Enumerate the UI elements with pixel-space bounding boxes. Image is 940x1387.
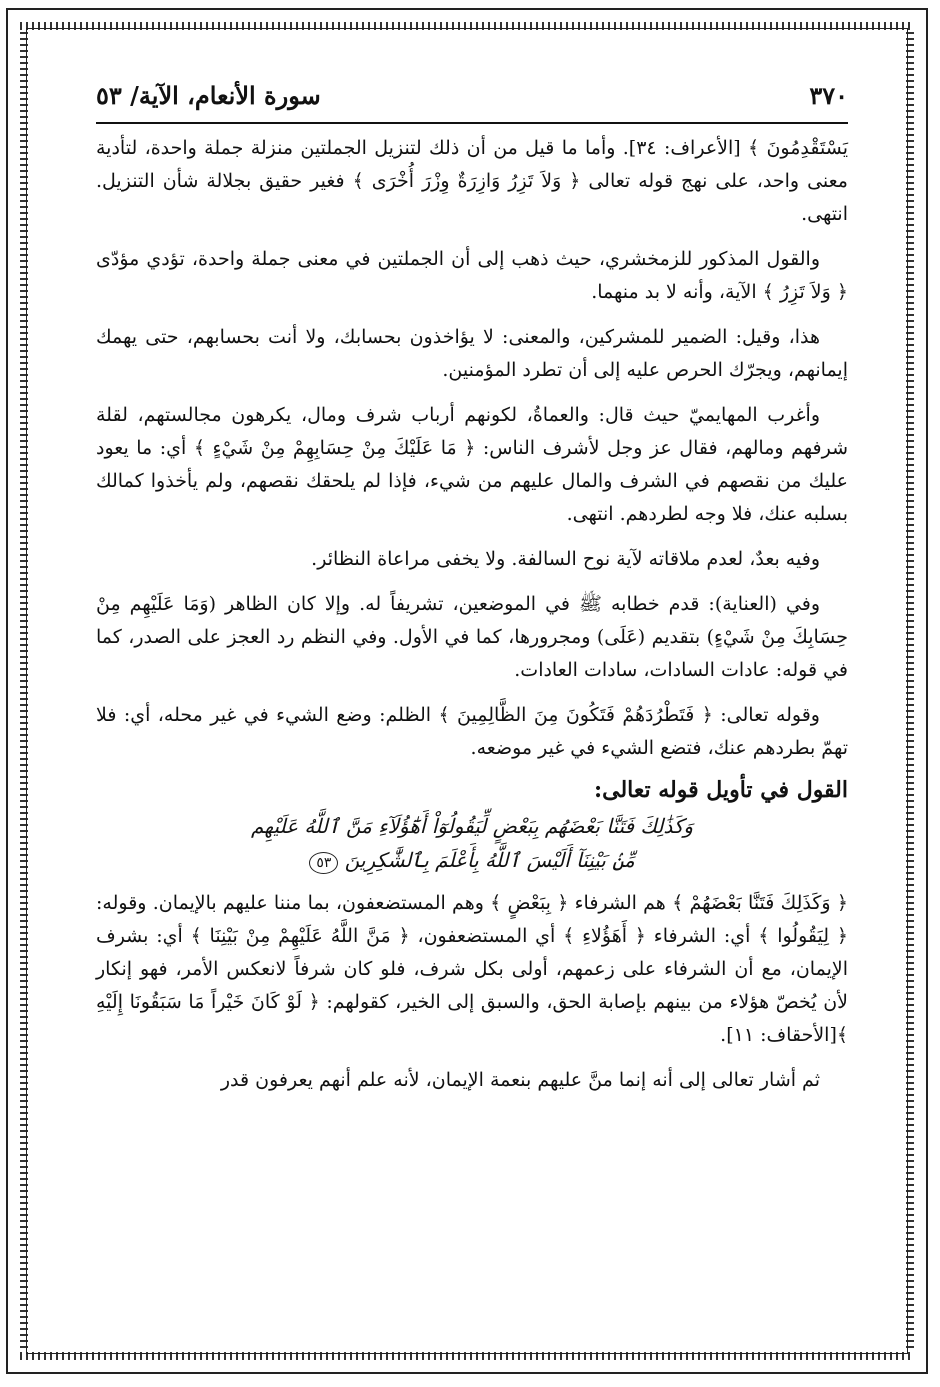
paragraph-8: ﴿ وَكَذَلِكَ فَتَنَّا بَعْضَهُمْ ﴾ هم الشرفاء ﴿ بِبَعْضٍ ﴾ وهم المستضعفون، بما مننا عليهم بالإيمان. وقوله: ﴿ لِيَقُولُوا ﴾ أي: الشرفاء ﴿ أَهَؤُلاءِ ﴾ أي المستضعفون، ﴿ مَنَّ اللَّهُ عَلَيْهِمْ مِنْ بَيْنِنَا ﴾ أي: بشرف الإيمان، مع أن الشرفاء على زعمهم، أولى بكل شرف، فلو كان شرفاً لانعكس الأمر، فهو إنكار لأن يُخصّ هؤلاء من بينهم بإصابة الحق، والسبق إلى الخير، كقولهم: ﴿ لَوْ كَانَ خَيْراً مَا سَبَقُونَا إِلَيْهِ ﴾[الأحقاف: ١١]. xyxy=(96,892,848,1046)
paragraph-4: وأغرب المهايميّ حيث قال: والعماةُ، لكونهم أرباب شرف ومال، يكرهون مجالستهم، لقلة شرفهم ومالهم، فقال عز وجل لأشرف الناس: ﴿ مَا عَلَيْكَ مِنْ حِسَابِهِمْ مِنْ شَيْءٍ ﴾ أي: ما يعود عليك من نقصهم في الشرف والمال عليهم من شيء، فإذا لم يلحقك نقصهم، ولم يأخذوا كمالك بسلبه عنك، فلا وجه لطردهم. انتهى. xyxy=(96,404,848,525)
section-heading: القول في تأويل قوله تعالى: xyxy=(594,777,848,803)
book-page xyxy=(96,72,848,1109)
paragraph-6: وفي (العناية): قدم خطابه ﷺ في الموضعين، تشريفاً له. وإلا كان الظاهر (وَمَا عَلَيْهِم مِنْ حِسَابِكَ مِنْ شَيْءٍ) بتقديم (عَلَى) ومجرورها، كما في الأول. وفي النظم رد العجز على الصدر، كما في قوله: عادات السادات، سادات العادات. xyxy=(96,593,848,681)
paragraph-7: وقوله تعالى: ﴿ فَتَطْرُدَهُمْ فَتَكُونَ مِنَ الظَّالِمِينَ ﴾ الظلم: وضع الشيء في غير محله، أي: فلا تهمّ بطردهم عنك، فتضع الشيء في غير موضعه. xyxy=(96,704,848,759)
ayah-number-marker: ٥٣ xyxy=(309,852,338,874)
paragraph-5: وفيه بعدٌ، لعدم ملاقاته لآية نوح السالفة. ولا يخفى مراعاة النظائر. xyxy=(311,548,820,570)
paragraph-3: هذا، وقيل: الضمير للمشركين، والمعنى: لا يؤاخذون بحسابك، ولا أنت بحسابهم، حتى يهمك إيمانهم، ويجرّك الحرص عليه إلى أن تطرد المؤمنين. xyxy=(96,326,848,381)
paragraph-2: والقول المذكور للزمخشري، حيث ذهب إلى أن الجملتين في معنى جملة واحدة، تؤدي مؤدّى ﴿ وَلاَ تَزِرُ ﴾ الآية، وأنه لا بد منهما. xyxy=(96,248,848,303)
paragraph-1: يَسْتَقْدِمُونَ ﴾ [الأعراف: ٣٤]. وأما ما قيل من أن ذلك لتنزيل الجملتين منزلة جملة واحدة، لتأدية معنى واحد، على نهج قوله تعالى ﴿ وَلاَ تَزِرُ وَازِرَةٌ وِزْرَ أُخْرَى ﴾ فغير حقيق بجلالة شأن التنزيل. انتهى. xyxy=(96,137,848,225)
verse-line-2-wrap xyxy=(96,843,848,877)
page-number: ٣٧٠ xyxy=(809,80,848,110)
page-header xyxy=(96,72,848,118)
header-rule xyxy=(96,122,848,124)
quran-verse xyxy=(96,809,848,877)
verse-line-1: وَكَذَٰلِكَ فَتَنَّا بَعْضَهُم بِبَعْضٍ لِّيَقُولُوٓاْ أَهَٰٓؤُلَآءِ مَنَّ ٱللَّهُ عَلَيْهِم xyxy=(250,814,694,838)
surah-title: سورة الأنعام، الآية/ ٥٣ xyxy=(96,80,321,110)
verse-line-2: مِّنۢ بَيْنِنَآ أَلَيْسَ ٱللَّهُ بِأَعْلَمَ بِٱلشَّٰكِرِينَ xyxy=(344,848,635,872)
paragraph-9: ثم أشار تعالى إلى أنه إنما منَّ عليهم بنعمة الإيمان، لأنه علم أنهم يعرفون قدر xyxy=(220,1069,820,1091)
